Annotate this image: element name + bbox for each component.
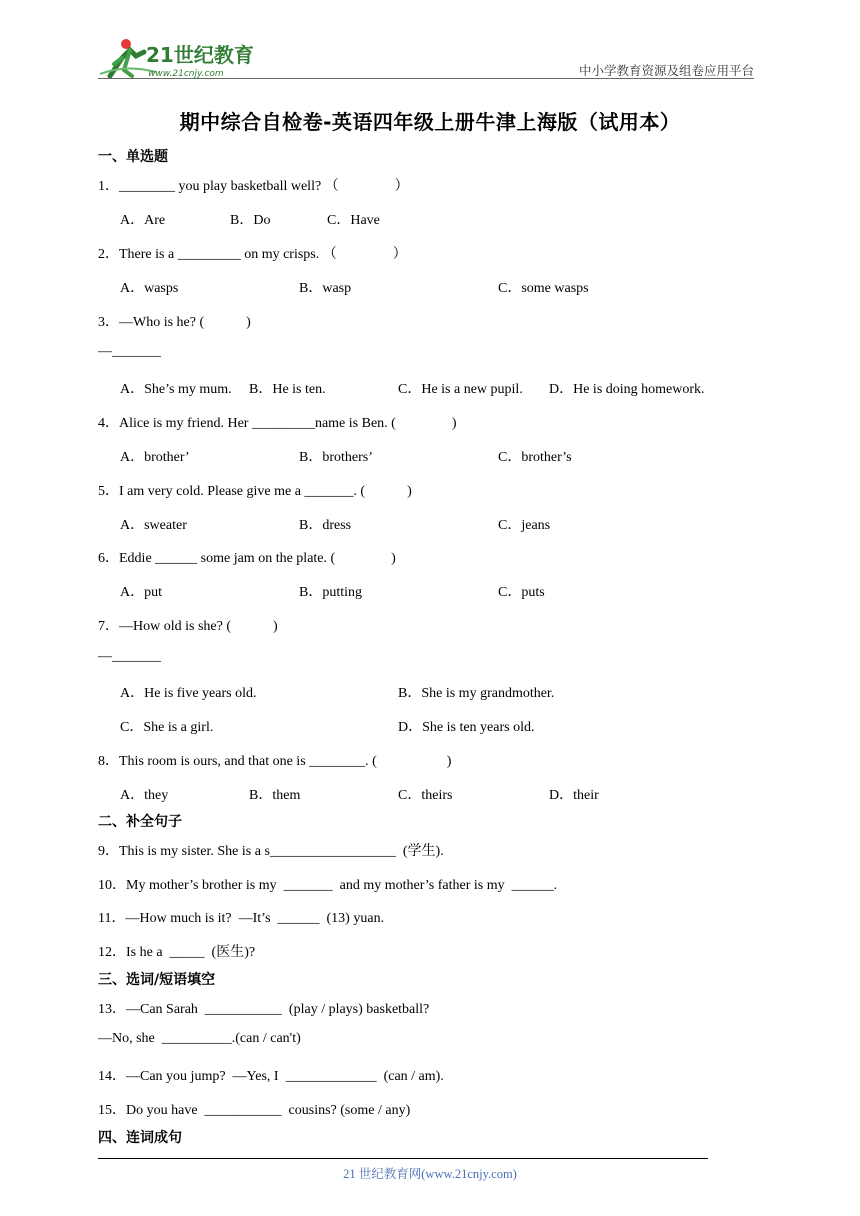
logo-text: 21世纪教育 <box>146 43 254 67</box>
footer-link[interactable]: 21 世纪教育网(www.21cnjy.com) <box>343 1167 517 1181</box>
q4-option-a: A．brother’ <box>120 450 190 465</box>
question-8: 8．This room is ours, and that one is ________. ( ) <box>98 754 452 769</box>
question-13: 13．—Can Sarah ___________ (play / plays) basketball? <box>98 1002 430 1017</box>
question-11: 11．—How much is it? —It’s ______ (13) yuan. <box>98 911 385 926</box>
runner-logo-icon <box>96 36 266 80</box>
q8-option-b: B．them <box>249 788 301 803</box>
page-title: 期中综合自检卷-英语四年级上册牛津上海版（试用本） <box>179 110 681 134</box>
q3-option-c: C．He is a new pupil. <box>398 382 523 397</box>
question-7: 7．—How old is she? ( ) <box>98 619 278 634</box>
question-15: 15．Do you have ___________ cousins? (some / any) <box>98 1103 411 1118</box>
footer-divider <box>98 1158 708 1159</box>
q5-option-a: A．sweater <box>120 518 187 533</box>
q5-option-c: C．jeans <box>498 518 551 533</box>
question-7-answer-line: —_______ <box>98 649 161 664</box>
q8-option-c: C．theirs <box>398 788 453 803</box>
section-heading-1: 一、单选题 <box>98 149 168 165</box>
q7-option-d: D．She is ten years old. <box>398 720 535 735</box>
q6-option-b: B．putting <box>299 585 363 600</box>
question-6: 6．Eddie ______ some jam on the plate. ( ) <box>98 551 396 566</box>
q6-option-c: C．puts <box>498 585 545 600</box>
q6-option-a: A．put <box>120 585 162 600</box>
q1-option-b: B．Do <box>230 213 271 228</box>
section-heading-2: 二、补全句子 <box>98 814 182 830</box>
q3-option-a: A．She’s my mum. <box>120 382 232 397</box>
q2-option-c: C．some wasps <box>498 281 589 296</box>
q8-option-d: D．their <box>549 788 599 803</box>
question-1: 1．________ you play basketball well? （ ） <box>98 179 409 194</box>
site-logo <box>96 36 266 80</box>
question-9: 9．This is my sister. She is a s__________________ (学生). <box>98 844 444 859</box>
q1-option-a: A．Are <box>120 213 166 228</box>
q4-option-b: B．brothers’ <box>299 450 373 465</box>
q5-option-b: B．dress <box>299 518 352 533</box>
section-heading-4: 四、连词成句 <box>98 1130 182 1146</box>
question-14: 14．—Can you jump? —Yes, I _____________ (can / am). <box>98 1069 444 1084</box>
question-5: 5．I am very cold. Please give me a _______. ( ) <box>98 484 412 499</box>
question-12: 12．Is he a _____ (医生)? <box>98 945 256 960</box>
q7-option-c: C．She is a girl. <box>120 720 214 735</box>
q1-option-c: C．Have <box>327 213 380 228</box>
q4-option-c: C．brother’s <box>498 450 572 465</box>
header-divider <box>98 78 754 79</box>
question-13-answer: —No, she __________.(can / can't) <box>98 1031 301 1046</box>
section-heading-3: 三、选词/短语填空 <box>98 972 216 988</box>
logo-url: www.21cnjy.com <box>148 69 224 79</box>
q7-option-b: B．She is my grandmother. <box>398 686 555 701</box>
q2-option-a: A．wasps <box>120 281 179 296</box>
q3-option-d: D．He is doing homework. <box>549 382 705 397</box>
platform-label: 中小学教育资源及组卷应用平台 <box>578 63 754 78</box>
question-3-answer-line: —_______ <box>98 344 161 359</box>
question-10: 10．My mother’s brother is my _______ and my mother’s father is my ______. <box>98 878 558 893</box>
q2-option-b: B．wasp <box>299 281 352 296</box>
question-2: 2．There is a _________ on my crisps. （ ） <box>98 247 407 262</box>
q7-option-a: A．He is five years old. <box>120 686 257 701</box>
question-3: 3．—Who is he? ( ) <box>98 315 251 330</box>
q3-option-b: B．He is ten. <box>249 382 326 397</box>
q8-option-a: A．they <box>120 788 169 803</box>
question-4: 4．Alice is my friend. Her _________name is Ben. ( ) <box>98 416 457 431</box>
